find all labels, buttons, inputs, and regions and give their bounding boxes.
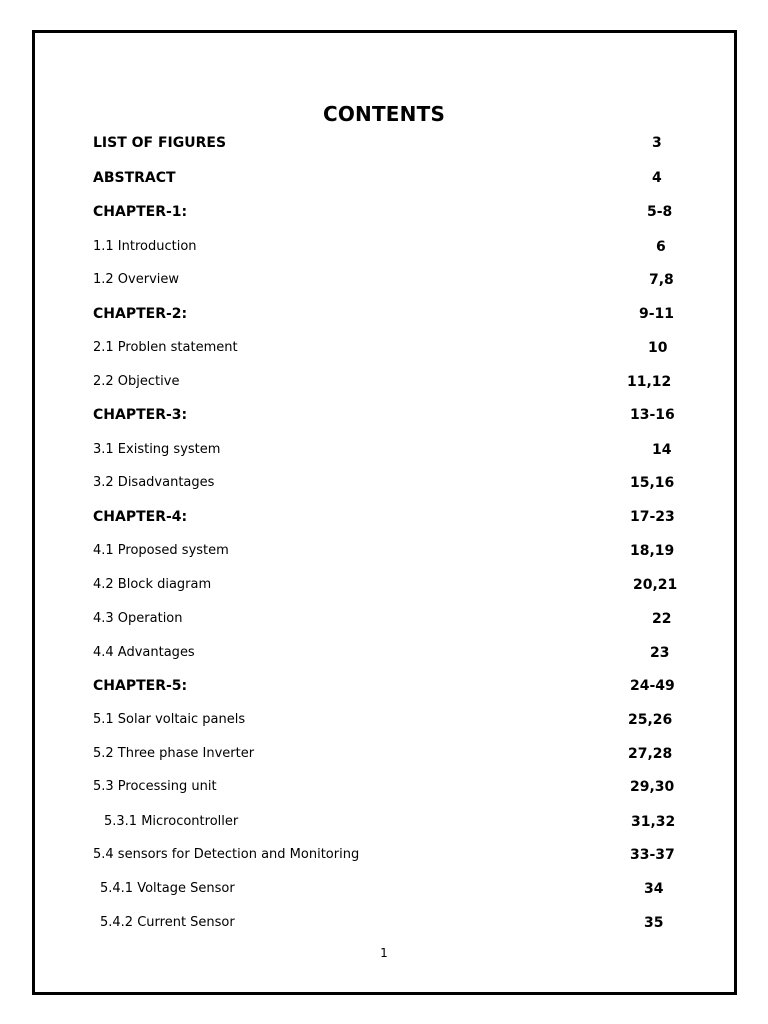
toc-entry-label: 4.3 Operation <box>93 611 183 626</box>
toc-entry-page: 9-11 <box>639 306 675 322</box>
toc-entry-page: 4 <box>652 170 662 186</box>
toc-entry-label: 4.2 Block diagram <box>93 577 212 592</box>
toc-entry-page: 29,30 <box>630 779 675 795</box>
toc-entry-page: 14 <box>652 442 672 458</box>
toc-entry-label: 3.2 Disadvantages <box>93 475 215 490</box>
toc-entry-page: 10 <box>648 340 668 356</box>
toc-entry-label: 3.1 Existing system <box>93 442 221 457</box>
toc-entry-page: 15,16 <box>630 475 675 491</box>
toc-entry-label: 1.1 Introduction <box>93 239 197 254</box>
toc-entry-page: 5-8 <box>647 204 673 220</box>
toc-entry-label: 5.3.1 Microcontroller <box>104 814 239 829</box>
toc-entry-page: 13-16 <box>630 407 675 423</box>
toc-entry-label: 5.4.2 Current Sensor <box>100 915 235 930</box>
toc-entry-page: 6 <box>656 239 666 255</box>
toc-entry-label: 2.2 Objective <box>93 374 180 389</box>
toc-entry-label: 1.2 Overview <box>93 272 180 287</box>
toc-entry-page: 7,8 <box>649 272 674 288</box>
toc-entry-page: 23 <box>650 645 670 661</box>
toc-entry-page: 34 <box>644 881 664 897</box>
toc-entry-page: 11,12 <box>627 374 672 390</box>
toc-entry-page: 24-49 <box>630 678 675 694</box>
footer-page-number: 1 <box>380 946 388 960</box>
page-title: CONTENTS <box>322 102 446 126</box>
toc-entry-page: 17-23 <box>630 509 675 525</box>
toc-entry-label: CHAPTER-3: <box>93 407 188 423</box>
toc-entry-page: 20,21 <box>633 577 678 593</box>
toc-entry-label: CHAPTER-5: <box>93 678 188 694</box>
toc-entry-label: 5.3 Processing unit <box>93 779 217 794</box>
toc-entry-page: 22 <box>652 611 672 627</box>
toc-entry-label: 5.1 Solar voltaic panels <box>93 712 246 727</box>
toc-entry-page: 3 <box>652 135 662 151</box>
toc-entry-page: 18,19 <box>630 543 675 559</box>
toc-entry-label: 5.4 sensors for Detection and Monitoring <box>93 847 360 862</box>
toc-entry-label: 4.4 Advantages <box>93 645 195 660</box>
toc-entry-label: 4.1 Proposed system <box>93 543 229 558</box>
toc-entry-page: 33-37 <box>630 847 675 863</box>
toc-entry-label: CHAPTER-4: <box>93 509 188 525</box>
toc-entry-page: 27,28 <box>628 746 673 762</box>
toc-entry-label: CHAPTER-2: <box>93 306 188 322</box>
toc-entry-label: LIST OF FIGURES <box>93 135 227 151</box>
toc-entry-page: 25,26 <box>628 712 673 728</box>
toc-entry-label: CHAPTER-1: <box>93 204 188 220</box>
toc-entry-label: 5.2 Three phase Inverter <box>93 746 255 761</box>
toc-entry-label: ABSTRACT <box>93 170 176 186</box>
toc-entry-page: 35 <box>644 915 664 931</box>
toc-entry-label: 2.1 Problen statement <box>93 340 238 355</box>
toc-entry-page: 31,32 <box>631 814 676 830</box>
toc-entry-label: 5.4.1 Voltage Sensor <box>100 881 235 896</box>
